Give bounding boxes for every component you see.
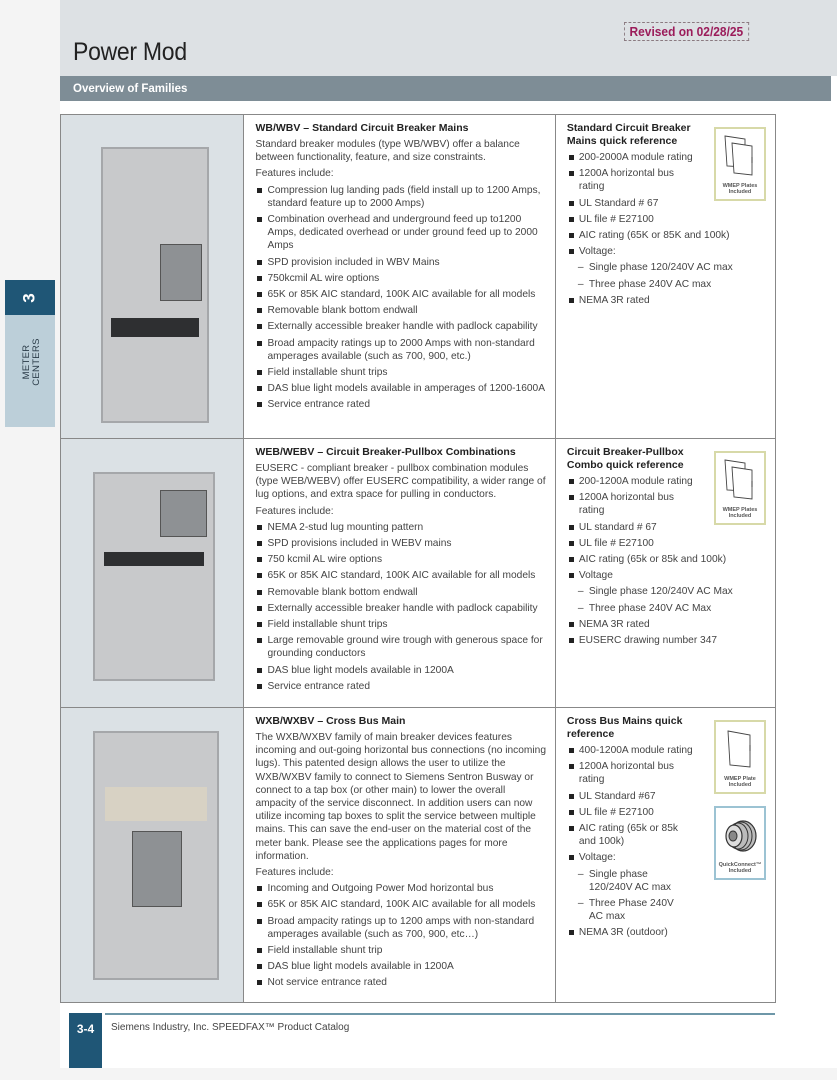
breaker-module <box>132 831 183 907</box>
reference-item: AIC rating (65K or 85K and 100k) <box>567 229 769 242</box>
reference-item: 200-2000A module rating <box>567 151 769 164</box>
reference-item: NEMA 3R (outdoor) <box>567 926 769 939</box>
reference-item: Voltage: <box>567 245 769 258</box>
feature-item: 750kcmil AL wire options <box>255 272 546 285</box>
chapter-tab[interactable] <box>5 280 55 427</box>
feature-item: 750 kcmil AL wire options <box>255 553 546 566</box>
badge-wmep-plates <box>714 127 766 201</box>
family-title: WB/WBV – Standard Circuit Breaker Mains <box>255 122 469 134</box>
feature-item: Compression lug landing pads (field install up to 1200 Amps, standard feature up to 2000 Amps) <box>255 184 546 210</box>
reference-item: AIC rating (65k or 85k and 100k) <box>567 822 689 848</box>
feature-item: Incoming and Outgoing Power Mod horizontal bus <box>255 882 546 895</box>
wmep-plates-icon <box>716 129 764 184</box>
feature-item: 65K or 85K AIC standard, 100K AIC available for all models <box>255 898 546 911</box>
feature-item: Removable blank bottom endwall <box>255 586 546 599</box>
lug-block <box>111 318 198 337</box>
feature-item: DAS blue light models available in 1200A <box>255 960 546 973</box>
page-title: Power Mod <box>73 38 187 66</box>
quickconnect-icon <box>716 808 764 861</box>
voltage-item: – Single phase 120/240V AC max <box>567 868 684 894</box>
reference-item: 1200A horizontal bus rating <box>567 491 699 517</box>
feature-item: SPD provision included in WBV Mains <box>255 256 546 269</box>
catalog-page <box>60 0 837 1068</box>
enclosure-photo <box>93 731 219 980</box>
feature-item: 65K or 85K AIC standard, 100K AIC available for all models <box>255 569 546 582</box>
feature-item: Large removable ground wire trough with generous space for grounding conductors <box>255 634 546 660</box>
breaker-module <box>160 244 202 300</box>
family-row-web-webv <box>61 439 775 708</box>
revised-stamp: Revised on 02/28/25 <box>624 22 749 41</box>
quick-reference-title: Cross Bus Mains quick reference <box>566 715 683 740</box>
features-list <box>255 882 546 989</box>
features-label: Features include: <box>255 505 334 517</box>
badge-caption: WMEP Plates Included <box>722 183 758 195</box>
families-table <box>60 114 776 1003</box>
feature-item: Not service entrance rated <box>255 976 546 989</box>
family-title: WXB/WXBV – Cross Bus Main <box>255 715 406 727</box>
family-description <box>244 115 555 438</box>
page-header <box>60 0 837 76</box>
family-intro: The WXB/WXBV family of main breaker devices features incoming and out-going horizontal bus connections (no incoming lugs). This patented design allows the user to utilize the WXB/WXBV family to connect to Siemens Sentron Busway or connect to a tap box (or other main) to lower the overall ampacity of the service disconnect. In addition users can now utilize incoming tap boxes to split the service between multiple mains. This can save the end-user on the material cost of the meter bank. Please see the applications pages for more information. <box>255 732 547 862</box>
voltage-item: – Single phase 120/240V AC Max <box>567 585 769 598</box>
reference-item: 200-1200A module rating <box>567 475 769 488</box>
feature-item: NEMA 2-stud lug mounting pattern <box>255 521 546 534</box>
family-row-wxb-wxbv <box>61 708 775 1002</box>
badge-quickconnect <box>714 806 766 880</box>
reference-item: Voltage <box>567 569 769 582</box>
reference-item: NEMA 3R rated <box>567 618 769 631</box>
reference-item: UL file # E27100 <box>567 537 769 550</box>
features-label: Features include: <box>255 168 334 180</box>
lug-block <box>104 552 203 566</box>
reference-item: UL Standard # 67 <box>567 197 769 210</box>
reference-item: 1200A horizontal bus rating <box>567 167 699 193</box>
quick-reference-title: Standard Circuit Breaker Mains quick reference <box>566 122 691 147</box>
feature-item: DAS blue light models available in 1200A <box>255 664 546 677</box>
chapter-label: METER CENTERS <box>20 338 42 386</box>
enclosure-photo <box>101 147 209 423</box>
enclosure-photo <box>93 472 215 681</box>
reference-item: AIC rating (65k or 85k and 100k) <box>567 553 769 566</box>
reference-item: UL Standard #67 <box>567 790 769 803</box>
feature-item: Combination overhead and underground feed up to1200 Amps, dedicated overhead or under ground feed up to 2000 Amps <box>255 213 546 253</box>
reference-item: EUSERC drawing number 347 <box>567 634 769 647</box>
badge-wmep-plate <box>714 720 766 794</box>
feature-item: Externally accessible breaker handle with padlock capability <box>255 602 546 615</box>
family-description <box>244 708 555 1002</box>
reference-item: UL file # E27100 <box>567 806 769 819</box>
reference-item: UL file # E27100 <box>567 213 769 226</box>
reference-item: UL standard # 67 <box>567 521 769 534</box>
family-intro: EUSERC - compliant breaker - pullbox combination modules (type WEB/WEBV) offer EUSERC compatibility, a wider range of lug options, and extra space for pulling in conductors. <box>255 463 546 501</box>
reference-item: NEMA 3R rated <box>567 294 769 307</box>
voltage-item: – Three phase 240V AC max <box>567 278 769 291</box>
voltage-item: – Single phase 120/240V AC max <box>567 261 769 274</box>
feature-item: Field installable shunt trip <box>255 944 546 957</box>
quick-reference <box>556 115 775 438</box>
quick-reference <box>556 708 775 1002</box>
breaker-module <box>160 490 207 537</box>
voltage-item: – Three Phase 240V AC max <box>567 897 684 923</box>
feature-item: 65K or 85K AIC standard, 100K AIC available for all models <box>255 288 546 301</box>
reference-item: 400-1200A module rating <box>567 744 769 757</box>
reference-item: 1200A horizontal bus rating <box>567 760 699 786</box>
features-label: Features include: <box>255 867 334 879</box>
features-list <box>255 184 546 412</box>
page-number: 3-4 <box>69 1013 102 1068</box>
product-image <box>61 115 244 438</box>
footer-text: Siemens Industry, Inc. SPEEDFAX™ Product Catalog <box>111 1022 350 1033</box>
quick-reference-title: Circuit Breaker-Pullbox Combo quick reference <box>566 446 684 471</box>
family-title: WEB/WEBV – Circuit Breaker-Pullbox Combinations <box>255 446 516 458</box>
badge-caption: QuickConnect™ Included <box>718 862 762 874</box>
section-title: Overview of Families <box>73 83 188 95</box>
footer-rule <box>105 1013 775 1015</box>
feature-item: Removable blank bottom endwall <box>255 304 546 317</box>
section-bar <box>60 76 831 101</box>
chapter-number: 3 <box>5 280 55 315</box>
product-image <box>61 708 244 1002</box>
feature-item: Externally accessible breaker handle with padlock capability <box>255 320 546 333</box>
wmep-plates-icon <box>716 453 764 508</box>
reference-item: Voltage: <box>567 851 769 864</box>
family-row-wb-wbv <box>61 115 775 439</box>
family-intro: Standard breaker modules (type WB/WBV) offer a balance between functionality, feature, and size constraints. <box>255 139 520 164</box>
family-description <box>244 439 555 707</box>
badge-caption: WMEP Plates Included <box>722 507 758 519</box>
feature-item: Service entrance rated <box>255 680 546 693</box>
voltage-item: – Three phase 240V AC Max <box>567 602 769 615</box>
feature-item: SPD provisions included in WEBV mains <box>255 537 546 550</box>
feature-item: DAS blue light models available in amperages of 1200-1600A <box>255 382 546 395</box>
product-image <box>61 439 244 707</box>
feature-item: Service entrance rated <box>255 398 546 411</box>
feature-item: Broad ampacity ratings up to 1200 amps with non-standard amperages available (such as 700, 900, etc…) <box>255 915 546 941</box>
feature-item: Field installable shunt trips <box>255 366 546 379</box>
features-list <box>255 521 546 693</box>
badge-caption: WMEP Plate Included <box>724 776 756 788</box>
feature-item: Broad ampacity ratings up to 2000 Amps with non-standard amperages available (such as 700, 900, etc.) <box>255 337 546 363</box>
quick-reference <box>556 439 775 707</box>
lug-block <box>105 787 207 821</box>
badge-wmep-plates <box>714 451 766 525</box>
feature-item: Field installable shunt trips <box>255 618 546 631</box>
wmep-plate-icon <box>716 722 764 776</box>
